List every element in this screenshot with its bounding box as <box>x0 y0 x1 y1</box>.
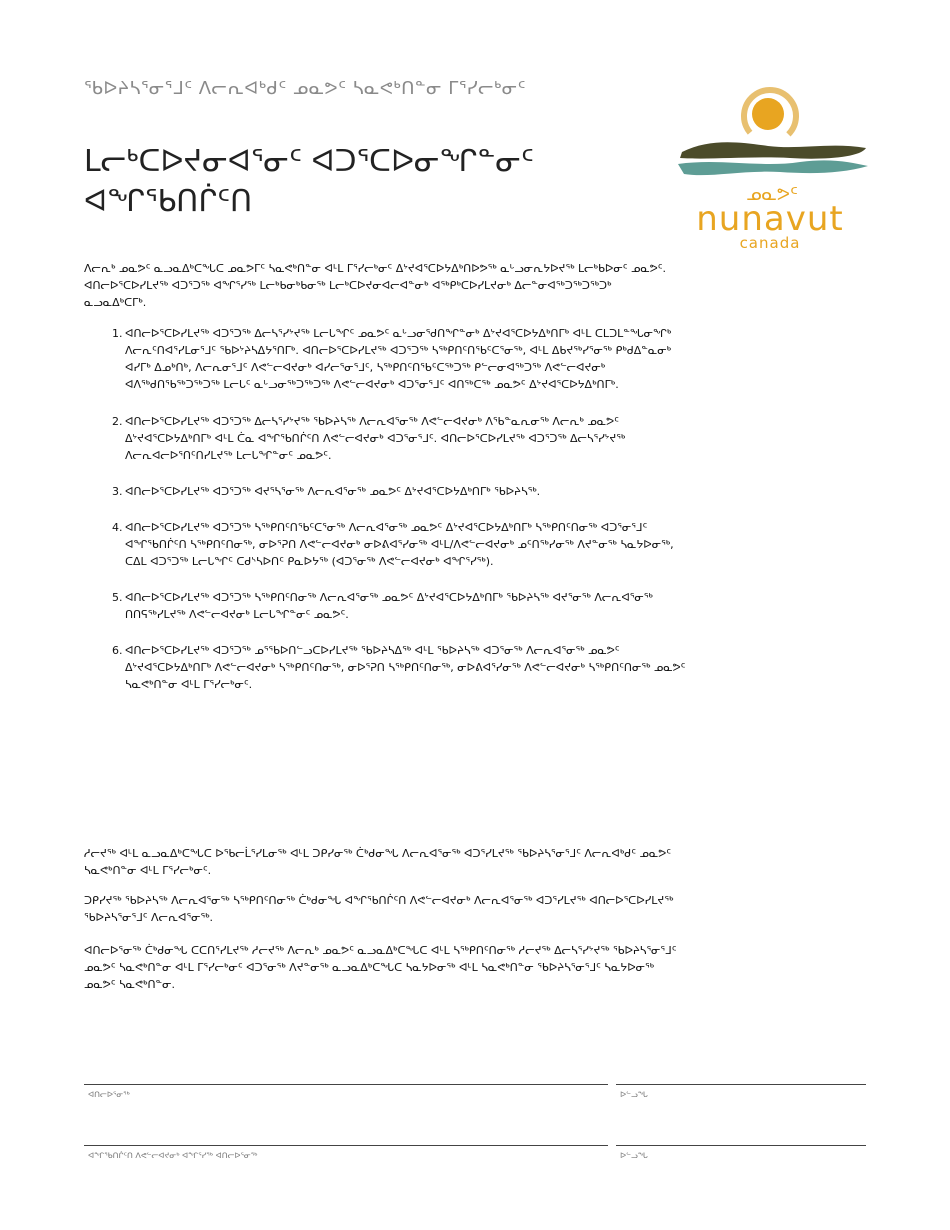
item-text: ᐊᑎᓕᐅᕐᑕᐅᓯᒪᔪᖅ ᐊᑐᕐᑐᖅ ᐃᓕᓴᕐᓯᔾᔪᖅ ᒪᓕᒐᖏᑦ ᓄᓇᕗᑦ ᓇᒡᓗᓂᖁᑎᖏᓐᓂᒃ ᐃᔾᔪᐊᕐᑕᐅᔭᐃᒃᑎᒥᒃ ᐊᒻᒪ ᑕᒪᑐᒪᓐᖓᓂᖏᒃ ᐱᓕᕆᑦᑎᐊᕐᓯᒪᓂᕐᒧᑦ ᖃᐅᔾᔨᓴᐃᔭᕐᑎᒥᒃ. ᐊᑎᓕᐅᕐᑕᐅᓯᒪᔪᖅ ᐊᑐᕐᑐᖅ ᓴᖅᑭᑎᑦᑎᖃᑦᑕᕐᓂᖅ, ᐊᒻᒪ ᐃᑲᔪᖅᓯᕐᓂᖅ ᑭᒃᑯᐃᓐᓇᓂᒃ ᐊᓯᒥᒃ ᐃᓄᒃᑎᒃ, ᐱᓕᕆᓂᕐᒧᑦ ᐱᕙᓪᓕᐊᔪᓂᒃ ᐊᓯᓕᕐᓂᕐᒧᑦ, ᓴᖅᑭᑎᑦᑎᖃᑦᑕᖅᑐᖅ ᑭᓪᓕᓂᐊᖅᑐᖅ ᐱᕙᓪᓕᐊᔪᓂᒃ ᐊᐱᖅᑯᑎᖃᖅᑐᖅᑐᖅ ᒪᓕᒐᑦ ᓇᒡᓗᓂᖅᑐᖅᑐᖅ ᐱᕙᓪᓕᐊᔪᓂᒃ ᐊᑐᕐᓂᕐᒧᑦ ᐊᑎᖅᑕᖅ ᓄᓇᕗᑦ ᐃᔾᔪᐊᕐᑕᐅᔭᐃᒃᑎᒥᒃ. <box>125 327 672 391</box>
list-item <box>112 483 692 500</box>
list-item <box>112 519 692 570</box>
logo-syllabics: ᓄᓇᕗᑦ <box>746 184 798 205</box>
item-text: ᐊᑎᓕᐅᕐᑕᐅᓯᒪᔪᖅ ᐊᑐᕐᑐᖅ ᓴᖅᑭᑎᑦᑎᖃᑦᑕᕐᓂᖅ ᐱᓕᕆᐊᕐᓂᖅ ᓄᓇᕗᑦ ᐃᔾᔪᐊᕐᑕᐅᔭᐃᒃᑎᒥᒃ ᓴᖅᑭᑎᑦᑎᓂᖅ ᐊᑐᕐᓂᕐᒧᑦ ᐊᖏᖃᑎᒌᑦᑎ ᓴᖅᑭᑎᑦᑎᓂᖅ, ᓂᐅᕐᕈᑎ ᐱᕙᓪᓕᐊᔪᓂᒃ ᓂᐅᕕᐊᕐᓯᓂᖅ ᐊᒻᒪ/ᐱᕙᓪᓕᐊᔪᓂᒃ ᓄᑦᑎᖅᓯᓂᖅ ᐱᔪᓐᓂᖅ ᓴᓇᔭᐅᓂᖅ, ᑕᐃᒪ ᐊᑐᕐᑐᖅ ᒪᓕᒐᖏᑦ ᑕᑯᔅᓴᐅᑎᑦ ᑭᓇᐅᔭᖅ (ᐊᑐᕐᓂᖅ ᐱᕙᓪᓕᐊᔪᓂᒃ ᐊᖏᕐᓯᖅ). <box>125 521 674 568</box>
intro-paragraph: ᐱᓕᕆᒃ ᓄᓇᕗᑦ ᓇᓗᓇᐃᒃᑕᖓᑕ ᓄᓇᕗᒥᑦ ᓴᓇᕙᒃᑎᓐᓂ ᐊᒻᒪ ᒥᕐᓯᓕᒃᓂᑦ ᐃᔾᔪᐊᕐᑕᐅᔭᐃᒃᑎᐅᕗᖅ ᓇᒡᓗᓂᕆᔭᐅᔪᖅ ᒪᓕᒃᑲᐅᓂᑦ ᓄᓇᕗᑦ. ᐊᑎᓕᐅᕐᑕᐅᓯᒪᔪᖅ ᐊᑐᕐᑐᖅ ᐊᖏᕐᓯᖅ ᒪᓕᒃᑲᓂᒃᑲᓂᖅ ᒪᓕᒃᑕᐅᔪᓂᐊᓕᐊᓐᓂᒃ ᐊᖅᑭᒃᑕᐅᓯᒪᔪᓂᒃ ᐃᓕᓐᓂᐊᖅᑐᖅᑐᖅᑐᒃ ᓇᓗᓇᐃᒃᑕᒥᒃ. <box>84 262 667 309</box>
title-line-2: ᐊᖏᖃᑎᒌᑦᑎ <box>84 184 253 219</box>
item-number: 4. <box>112 521 123 534</box>
witness-date-label: ᐅᓪᓗᖓ <box>620 1151 648 1160</box>
signature-line <box>84 1084 608 1085</box>
department-name: ᖃᐅᔨᓴᕐᓂᕐᒧᑦ ᐱᓕᕆᐊᒃᑯᑦ ᓄᓇᕗᑦ ᓴᓇᕙᒃᑎᓐᓂ ᒥᕐᓯᓕᒃᓂᑦ <box>84 78 526 99</box>
logo-name: nunavut <box>696 199 844 239</box>
water-shape <box>678 160 868 175</box>
list-item <box>112 642 692 693</box>
title-line-1: ᒪᓕᒃᑕᐅᔪᓂᐊᕐᓂᑦ ᐊᑐᕐᑕᐅᓂᖏᓐᓂᑦ <box>84 144 534 179</box>
list-item <box>112 325 692 393</box>
sun <box>752 98 784 130</box>
witness-label: ᐊᖏᖃᑎᒌᑦᑎ ᐱᕙᓪᓕᐊᔪᓂᒃ ᐊᖏᕐᓯᖅ ᐊᑎᓕᐅᕐᓂᖅ <box>88 1151 258 1160</box>
witness-signature-line <box>84 1145 608 1146</box>
consent-paragraph: ᐊᑎᓕᐅᕐᓂᖅ ᑖᒃᑯᓂᖓ ᑕᑕᑎᕐᓯᒪᔪᖅ ᓱᓕᔪᖅ ᐱᓕᕆᒃ ᓄᓇᕗᑦ ᓇᓗᓇᐃᒃᑕᖓᑕ ᐊᒻᒪ ᓴᖅᑭᑎᑦᑎᓂᖅ ᓱᓕᔪᖅ ᐃᓕᓴᕐᓯᔾᔪᖅ ᖃᐅᔨᓴᕐᓂᕐᒧᑦ ᓄᓇᕗᑦ ᓴᓇᕙᒃᑎᓐᓂ ᐊᒻᒪ ᒥᕐᓯᓕᒃᓂᑦ ᐊᑐᕐᓂᖅ ᐱᔪᓐᓂᖅ ᓇᓗᓇᐃᒃᑕᖓᑕ ᓴᓇᔭᐅᓂᖅ ᐊᒻᒪ ᓴᓇᕙᒃᑎᓐᓂ ᖃᐅᔨᓴᕐᓂᕐᒧᑦ ᓴᓇᔭᐅᓂᖅ ᓄᓇᕗᑦ ᓴᓇᕙᒃᑎᓐᓂ. <box>84 944 677 991</box>
understanding-paragraph: ᑐᑭᓯᔪᖅ ᖃᐅᔨᓴᖅ ᐱᓕᕆᐊᕐᓂᖅ ᓴᖅᑭᑎᑦᑎᓂᖅ ᑖᒃᑯᓂᖓ ᐊᖏᖃᑎᒌᑦᑎ ᐱᕙᓪᓕᐊᔪᓂᒃ ᐱᓕᕆᐊᕐᓂᖅ ᐊᑐᕐᓯᒪᔪᖅ ᐊᑎᓕᐅᕐᑕᐅᓯᒪᔪᖅ ᖃᐅᔨᓴᕐᓂᕐᒧᑦ ᐱᓕᕆᐊᕐᓂᖅ. <box>84 894 674 924</box>
item-number: 6. <box>112 644 123 657</box>
item-text: ᐊᑎᓕᐅᕐᑕᐅᓯᒪᔪᖅ ᐊᑐᕐᑐᖅ ᐊᔪᕐᓴᕐᓂᖅ ᐱᓕᕆᐊᕐᓂᖅ ᓄᓇᕗᑦ ᐃᔾᔪᐊᕐᑕᐅᔭᐃᒃᑎᒥᒃ ᖃᐅᔨᓴᖅ. <box>125 485 541 498</box>
item-text: ᐊᑎᓕᐅᕐᑕᐅᓯᒪᔪᖅ ᐊᑐᕐᑐᖅ ᓴᖅᑭᑎᑦᑎᓂᖅ ᐱᓕᕆᐊᕐᓂᖅ ᓄᓇᕗᑦ ᐃᔾᔪᐊᕐᑕᐅᔭᐃᒃᑎᒥᒃ ᖃᐅᔨᓴᖅ ᐊᔪᕐᓂᖅ ᐱᓕᕆᐊᕐᓂᖅ ᑎᑎᕋᖅᓯᒪᔪᖅ ᐱᕙᓪᓕᐊᔪᓂᒃ ᒪᓕᒐᖏᓐᓂᑦ ᓄᓇᕗᑦ. <box>125 591 653 621</box>
list-item <box>112 413 692 464</box>
date-label: ᐅᓪᓗᖓ <box>620 1090 648 1099</box>
list-item <box>112 589 692 623</box>
item-number: 3. <box>112 485 123 498</box>
item-number: 2. <box>112 415 123 428</box>
page-title <box>84 142 644 222</box>
nunavut-logo <box>670 82 870 254</box>
date-line <box>616 1084 866 1085</box>
item-text: ᐊᑎᓕᐅᕐᑕᐅᓯᒪᔪᖅ ᐊᑐᕐᑐᖅ ᐃᓕᓴᕐᓯᔾᔪᖅ ᖃᐅᔨᓴᖅ ᐱᓕᕆᐊᕐᓂᖅ ᐱᕙᓪᓕᐊᔪᓂᒃ ᐱᖃᓐᓇᕆᓂᖅ ᐱᓕᕆᒃ ᓄᓇᕗᑦ ᐃᔾᔪᐊᕐᑕᐅᔭᐃᒃᑎᒥᒃ ᐊᒻᒪ ᑖᓇ ᐊᖏᖃᑎᒌᑦᑎ ᐱᕙᓪᓕᐊᔪᓂᒃ ᐊᑐᕐᓂᕐᒧᑦ. ᐊᑎᓕᐅᕐᑕᐅᓯᒪᔪᖅ ᐊᑐᕐᑐᖅ ᐃᓕᓴᕐᓯᔾᔪᖅ ᐱᓕᕆᐊᓕᐅᕐᑎᑦᑎᓯᒪᔪᖅ ᒪᓕᒐᖏᓐᓂᑦ ᓄᓇᕗᑦ. <box>125 415 626 462</box>
land-shape <box>680 142 866 158</box>
logo-country: canada <box>739 234 801 252</box>
item-number: 5. <box>112 591 123 604</box>
witness-date-line <box>616 1145 866 1146</box>
acknowledgement-paragraph: ᓱᓕᔪᖅ ᐊᒻᒪ ᓇᓗᓇᐃᒃᑕᖓᑕ ᐅᖃᓕᒫᕐᓯᒪᓂᖅ ᐊᒻᒪ ᑐᑭᓯᓂᖅ ᑖᒃᑯᓂᖓ ᐱᓕᕆᐊᕐᓂᖅ ᐊᑐᕐᓯᒪᔪᖅ ᖃᐅᔨᓴᕐᓂᕐᒧᑦ ᐱᓕᕆᐊᒃᑯᑦ ᓄᓇᕗᑦ ᓴᓇᕙᒃᑎᓐᓂ ᐊᒻᒪ ᒥᕐᓯᓕᒃᓂᑦ. <box>84 847 671 877</box>
numbered-list <box>112 325 692 712</box>
signature-label: ᐊᑎᓕᐅᕐᓂᖅ <box>88 1090 130 1099</box>
item-text: ᐊᑎᓕᐅᕐᑕᐅᓯᒪᔪᖅ ᐊᑐᕐᑐᖅ ᓄᕐᖃᐅᑎᓪᓗᑕᐅᓯᒪᔪᖅ ᖃᐅᔨᓴᐃᖅ ᐊᒻᒪ ᖃᐅᔨᓴᖅ ᐊᑐᕐᓂᖅ ᐱᓕᕆᐊᕐᓂᖅ ᓄᓇᕗᑦ ᐃᔾᔪᐊᕐᑕᐅᔭᐃᒃᑎᒥᒃ ᐱᕙᓪᓕᐊᔪᓂᒃ ᓴᖅᑭᑎᑦᑎᓂᖅ, ᓂᐅᕐᕈᑎ ᓴᖅᑭᑎᑦᑎᓂᖅ, ᓂᐅᕕᐊᕐᓯᓂᖅ ᐱᕙᓪᓕᐊᔪᓂᒃ ᓴᖅᑭᑎᑦᑎᓂᖅ ᓄᓇᕗᑦ ᓴᓇᕙᒃᑎᓐᓂ ᐊᒻᒪ ᒥᕐᓯᓕᒃᓂᑦ. <box>125 644 686 691</box>
item-number: 1. <box>112 327 123 340</box>
